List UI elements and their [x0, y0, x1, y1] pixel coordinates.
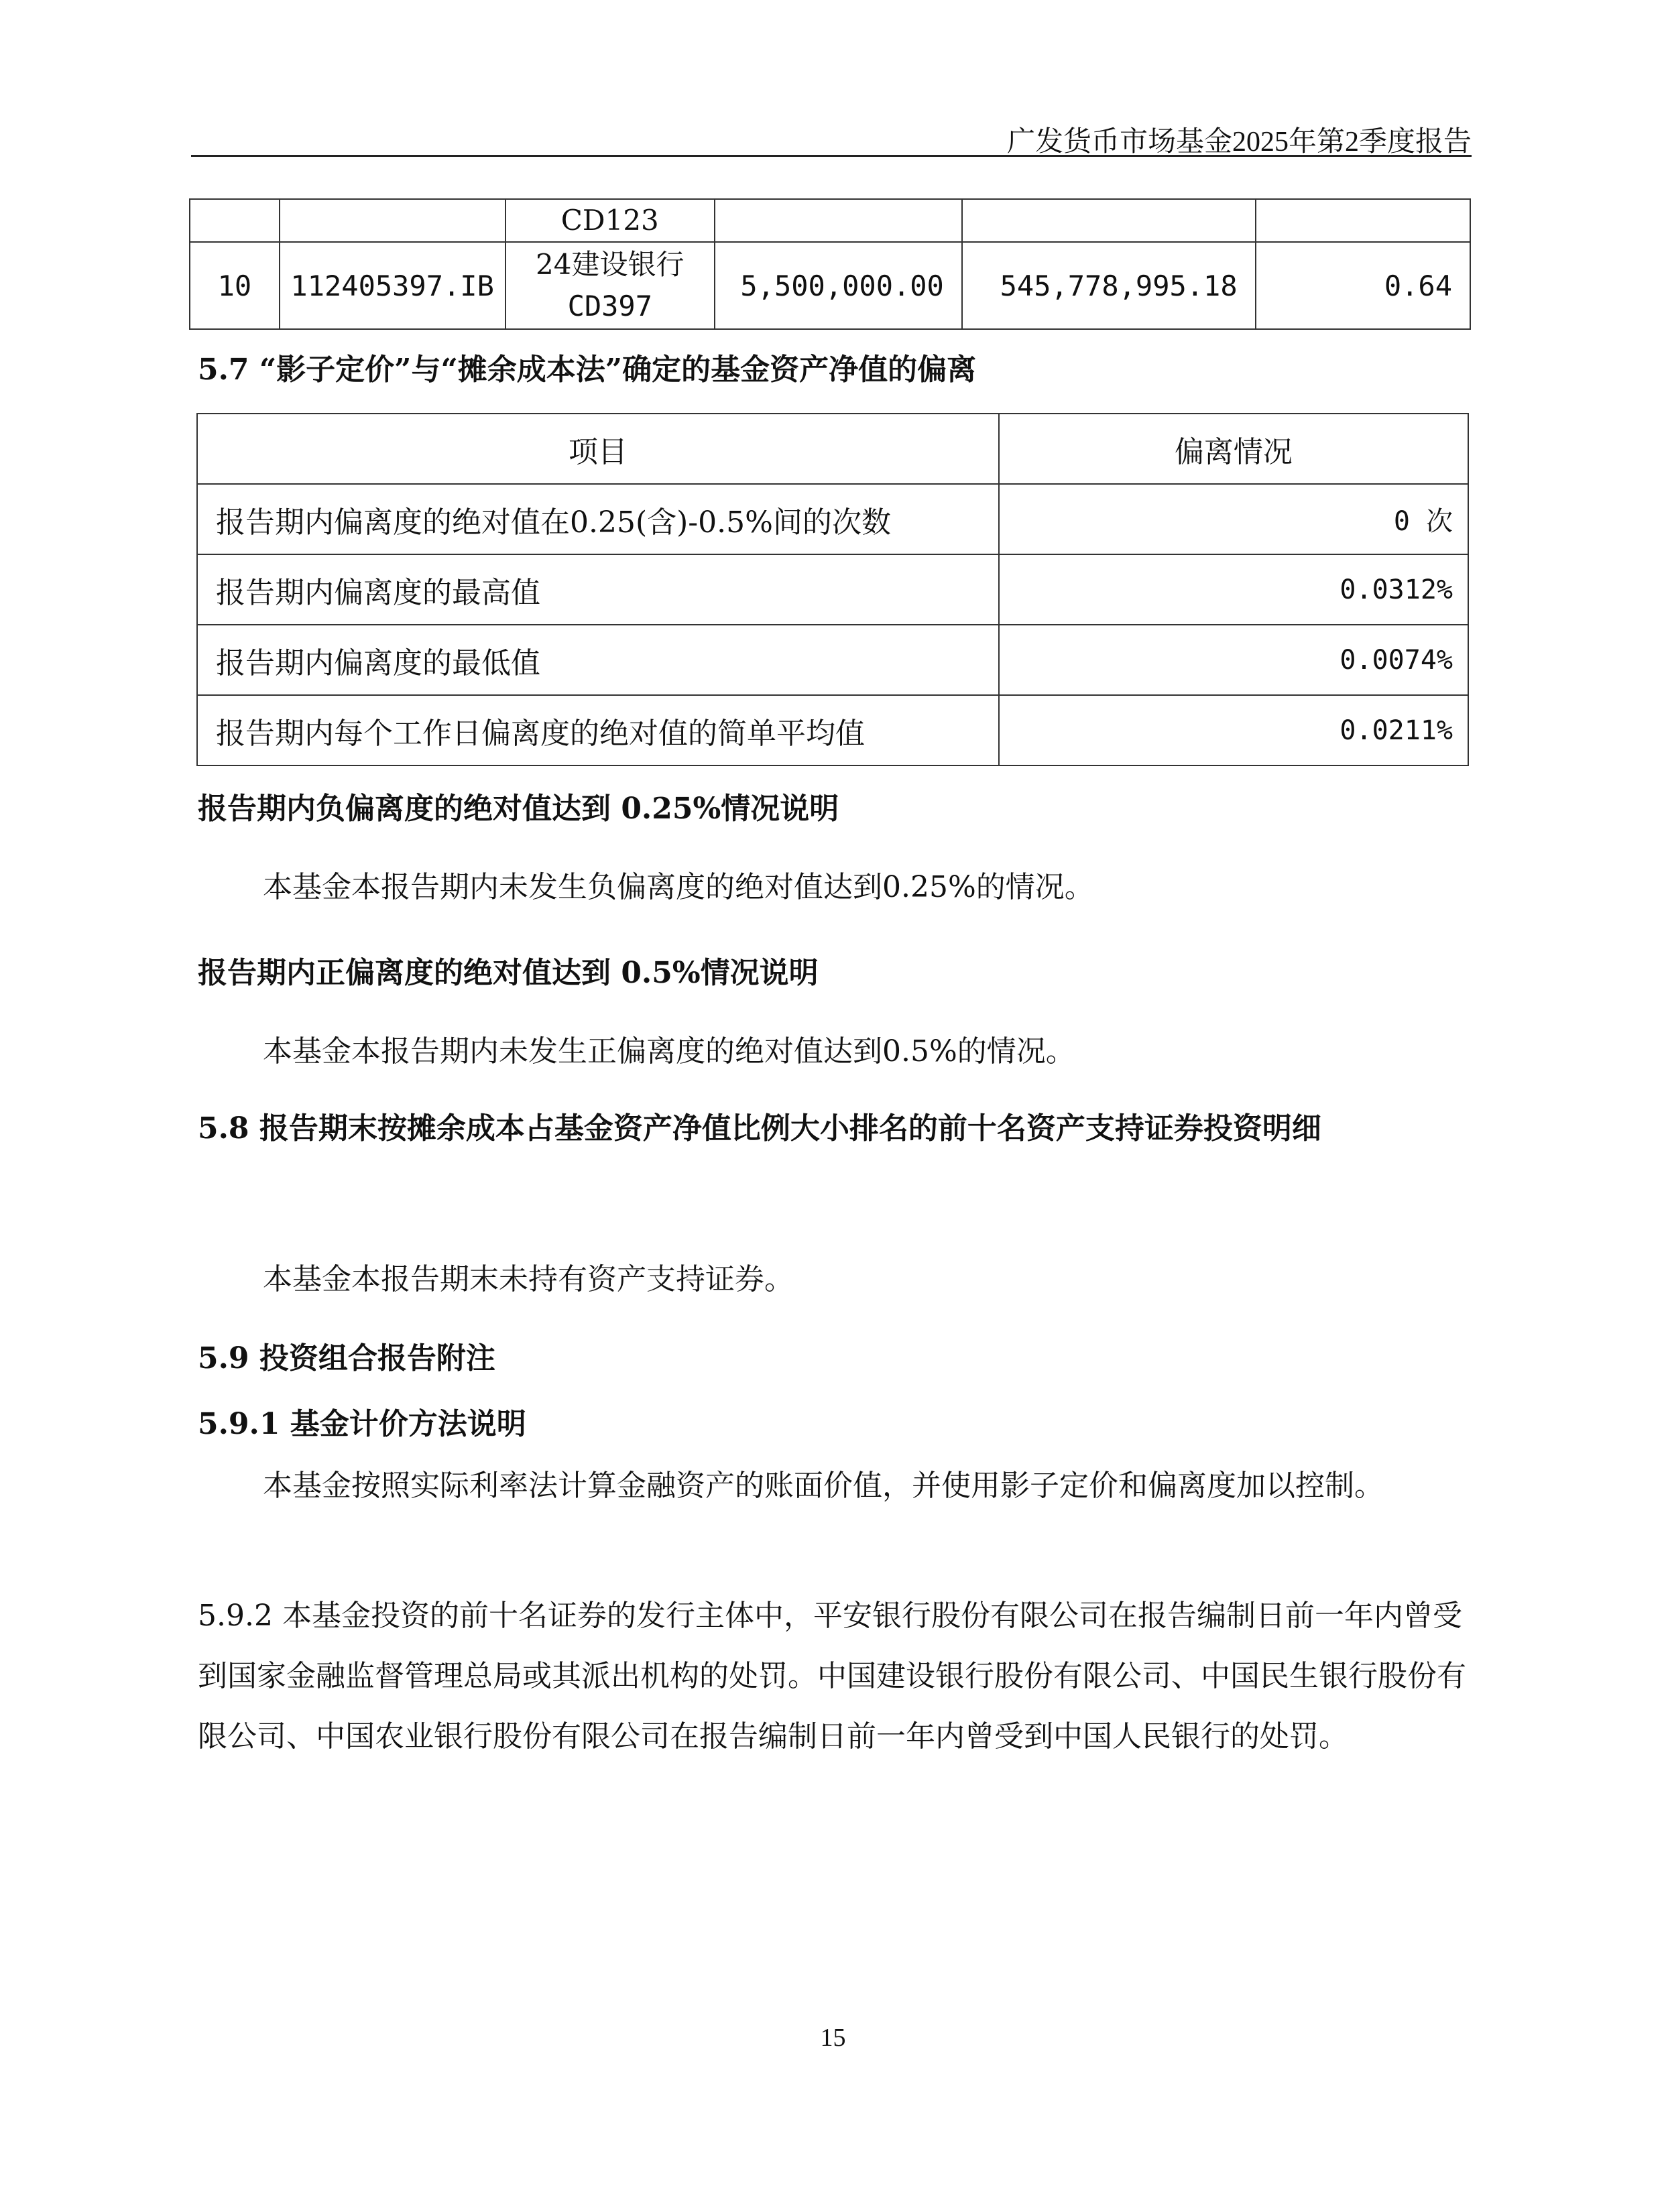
table-row — [197, 695, 1468, 765]
row-label: 报告期内每个工作日偏离度的绝对值的简单平均值 — [197, 695, 999, 765]
section-5-9-1-text: 本基金按照实际利率法计算金融资产的账面价值，并使用影子定价和偏离度加以控制。 — [263, 1469, 1384, 1503]
cell-name: CD123 — [505, 199, 715, 242]
row-value: 0.0074% — [999, 625, 1468, 695]
row-label: 报告期内偏离度的最低值 — [197, 625, 999, 695]
table-row — [197, 484, 1468, 554]
header-item: 项目 — [197, 414, 999, 484]
cell-name — [505, 242, 715, 329]
row-value: 0.0312% — [999, 554, 1468, 625]
section-5-7-title: 5.7 “影子定价”与“摊余成本法”确定的基金资产净值的偏离 — [198, 353, 977, 387]
positive-deviation-text: 本基金本报告期内未发生正偏离度的绝对值达到0.5%的情况。 — [263, 1034, 1075, 1068]
table-row — [197, 625, 1468, 695]
table-row — [197, 554, 1468, 625]
cell-name-line1: 24建设银行 — [536, 248, 685, 281]
cell-code: 112405397.IB — [280, 242, 505, 329]
page-number: 15 — [820, 2024, 846, 2052]
cell-code — [280, 199, 505, 242]
row-value: 0 次 — [999, 484, 1468, 554]
cell-quantity — [715, 199, 962, 242]
cell-no — [190, 199, 280, 242]
positive-deviation-heading: 报告期内正偏离度的绝对值达到 0.5%情况说明 — [198, 956, 819, 990]
negative-deviation-heading: 报告期内负偏离度的绝对值达到 0.25%情况说明 — [198, 792, 839, 826]
header-divider — [191, 155, 1472, 157]
cell-name-line2: CD397 — [567, 290, 652, 322]
section-5-9-2-text: 5.9.2 本基金投资的前十名证券的发行主体中，平安银行股份有限公司在报告编制日前一年内曾受到国家金融监督管理总局或其派出机构的处罚。中国建设银行股份有限公司、中国民生银行股份有限公司、中国农业银行股份有限公司在报告编制日前一年内曾受到中国人民银行的处罚。 — [198, 1599, 1466, 1754]
negative-deviation-text: 本基金本报告期内未发生负偏离度的绝对值达到0.25%的情况。 — [263, 870, 1094, 904]
section-5-9-1-title: 5.9.1 基金计价方法说明 — [198, 1407, 526, 1441]
row-label: 报告期内偏离度的绝对值在0.25(含)-0.5%间的次数 — [197, 484, 999, 554]
table-row — [190, 199, 1470, 242]
section-5-8-text: 本基金本报告期末未持有资产支持证券。 — [263, 1262, 794, 1296]
cell-value — [962, 199, 1256, 242]
header-deviation: 偏离情况 — [999, 414, 1468, 484]
cell-quantity: 5,500,000.00 — [715, 242, 962, 329]
section-5-9-title: 5.9 投资组合报告附注 — [198, 1341, 495, 1375]
table-header-row — [197, 414, 1468, 484]
cell-ratio: 0.64 — [1256, 242, 1470, 329]
holdings-table — [189, 198, 1471, 330]
report-title-header: 广发货币市场基金2025年第2季度报告 — [1006, 127, 1472, 158]
row-label: 报告期内偏离度的最高值 — [197, 554, 999, 625]
deviation-table — [196, 413, 1469, 766]
section-5-8-title: 5.8 报告期末按摊余成本占基金资产净值比例大小排名的前十名资产支持证券投资明细 — [198, 1111, 1321, 1146]
table-row — [190, 242, 1470, 329]
cell-ratio — [1256, 199, 1470, 242]
cell-no: 10 — [190, 242, 280, 329]
cell-value: 545,778,995.18 — [962, 242, 1256, 329]
row-value: 0.0211% — [999, 695, 1468, 765]
